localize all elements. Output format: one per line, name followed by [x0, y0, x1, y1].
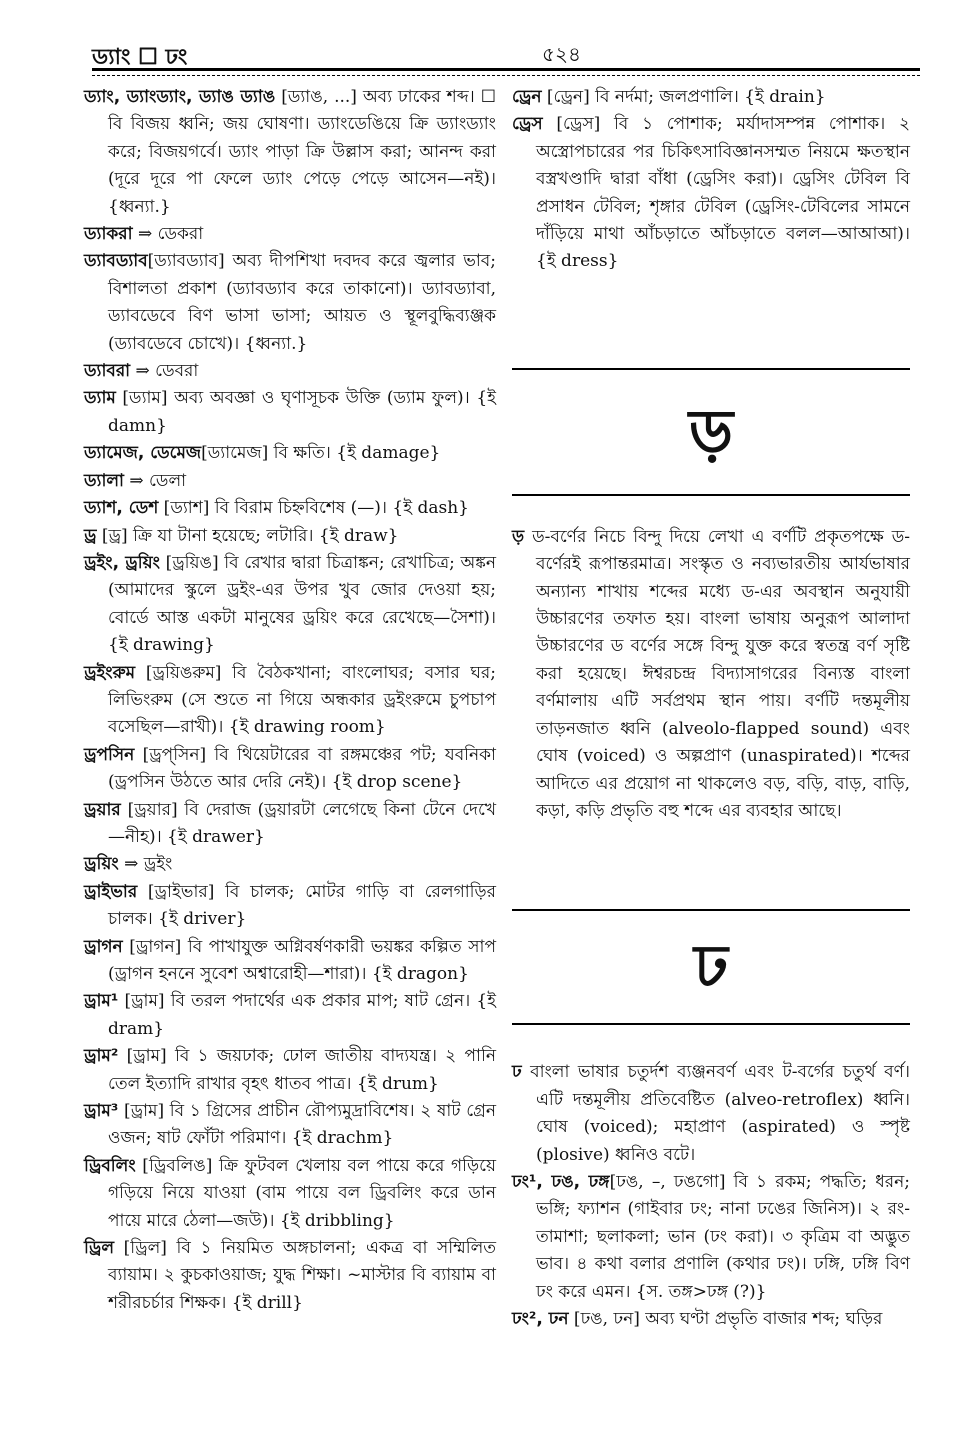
definition: [ড্যাশ] বি বিরাম চিহ্নবিশেষ (—)। {ই dash}	[158, 498, 469, 519]
definition: [ড্রয়িঙরুম] বি বৈঠকখানা; বাংলোঘর; বসার ঘর; লিভিংরুম (সে শুতে না গিয়ে অন্ধকার ড্রইংরুমে চুপচাপ বসেছিল—রাখী)। {ই drawing room}	[108, 662, 496, 738]
definition: বাংলা ভাষার চতুর্দশ ব্যঞ্জনবর্ণ এবং ট-বর্গের চতুর্থ বর্ণ। এটি দন্তমূলীয় প্রতিবেষ্টিত (alveo-retroflex) ধ্বনি। ঘোষ (voiced); মহাপ্রাণ (aspirated) ও স্পৃষ্ট (plosive) ধ্বনিও বটে।	[521, 1062, 910, 1165]
definition: ড-বর্ণের নিচে বিন্দু দিয়ে লেখা এ বর্ণটি প্রকৃতপক্ষে ড-বর্ণেরই রূপান্তরমাত্র। সংস্কৃত ও নব্যভারতীয় আর্যভাষার অন্যান্য শাখায় শব্দের মধ্যে ড-এর অবস্থান অনুযায়ী উচ্চারণের তফাত হয়। বাংলা ভাষায় অনুরূপ আলাদা উচ্চারণের ড বর্ণের সঙ্গে বিন্দু যুক্ত করে স্বতন্ত্র বর্ণ সৃষ্টি করা হয়েছে। ঈশ্বরচন্দ্র বিদ্যাসাগরের বিন্যস্ত বাংলা বর্ণমালায় এটি সর্বপ্রথম স্থান পায়। বর্ণটি দন্তমূলীয় তাড়নজাত ধ্বনি (alveolo-flapped sound) এবং ঘোষ (voiced) ও অল্পপ্রাণ (unaspirated)। শব্দের আদিতে এর প্রয়োগ না থাকলেও বড়, বড়ি, বাড়, বাড়ি, কড়া, কড়ি প্রভৃতি বহু শব্দে এর ব্যবহার আছে।	[524, 526, 910, 821]
page-number: ৫২৪	[542, 42, 581, 66]
definition: [ড্রয়িঙ] বি রেখার দ্বারা চিত্রাঙ্কন; রেখাচিত্র; অঙ্কন (আমাদের স্কুলে ড্রইং-এর উপর খুব জোর দেওয়া হয়; বোর্ডে আস্ত একটা মানুষের ড্রয়িং করে রেখেছে—সৈশা)। {ই drawing}	[108, 552, 496, 656]
headword: ড্রাগন	[84, 936, 123, 957]
headword: ড্যালা	[84, 470, 124, 491]
definition: [ড্যাম] অব্য অবজ্ঞা ও ঘৃণাসূচক উক্তি (ড্যাম ফুল)। {ই damn}	[108, 388, 496, 436]
definition: [ড্রয়ার] বি দেরাজ (ড্রয়ারটা লেগেছে কিনা টেনে দেখে—নীহ)। {ই drawer}	[108, 799, 496, 847]
dict-entry	[512, 1169, 910, 1306]
dict-entry	[84, 797, 496, 852]
headword: ঢং¹, ঢঙ, ঢঙ্গ	[512, 1171, 610, 1192]
header-rule	[92, 68, 920, 76]
headword: ড্রইংরুম	[84, 662, 136, 683]
guide-words: ড্যাং ☐ ঢং	[92, 44, 188, 70]
headword: ড্রাম³	[84, 1101, 119, 1122]
definition: [ড্রাম] বি ১ জয়ঢাক; ঢোল জাতীয় বাদ্যযন্ত্র। ২ পানি তেল ইত্যাদি রাখার বৃহৎ ধাতব পাত্র। {ই drum}	[108, 1046, 496, 1094]
headword: ড্যাকরা	[84, 224, 133, 245]
headword: ড্রাম²	[84, 1046, 119, 1067]
definition: ⇒ ডেলা	[123, 470, 187, 491]
letter-description	[512, 524, 910, 825]
headword: ড়	[512, 526, 525, 547]
dict-entry	[512, 84, 910, 111]
definition: [ড্রিল] বি ১ নিয়মিত অঙ্গচালনা; একত্র বা সম্মিলিত ব্যায়াম। ২ কুচকাওয়াজ; যুদ্ধ শিক্ষা। ~মাস্টার বি ব্যায়াম বা শরীরচর্চার শিক্ষক। {ই drill}	[108, 1238, 496, 1313]
headword: ড্রিল	[84, 1238, 114, 1259]
headword: ড্রপসিন	[84, 744, 135, 765]
dict-entry	[84, 248, 496, 358]
headword: ড্রাইভার	[84, 881, 138, 902]
headword: ড্রয়িং	[84, 854, 119, 875]
headword: ড্রইং, ড্রয়িং	[84, 552, 160, 573]
definition: [ড্রিবলিঙ] ক্রি ফুটবল খেলায় বল পায়ে করে গড়িয়ে গড়িয়ে নিয়ে যাওয়া (বাম পায়ে বল ড্রিবলিং করে ডান পায়ে মারে ঠেলা—জউ)। {ই dribbling}	[108, 1155, 496, 1231]
dict-entry	[84, 1235, 496, 1317]
dict-entry	[84, 523, 496, 550]
definition: [ড্র] ক্রি যা টানা হয়েছে; লটারি। {ই draw}	[96, 525, 399, 546]
dict-entry	[84, 468, 496, 495]
definition: [ড্রাম] বি তরল পদার্থের এক প্রকার মাপ; ষাট গ্রেন। {ই dram}	[108, 991, 496, 1039]
definition: [ড্রাগন] বি পাখাযুক্ত অগ্নিবর্ষণকারী ভয়ঙ্কর কল্পিত সাপ (ড্রাগন হননে সুবেশ অশ্বারোহী—শারা)। {ই dragon}	[108, 936, 496, 984]
headword: ড্যাবরা	[84, 361, 131, 382]
dict-entry	[84, 879, 496, 934]
definition: [ঢঙ, ঢন] অব্য ঘণ্টা প্রভৃতি বাজার শব্দ; ঘড়ির	[568, 1308, 883, 1329]
dict-entry	[84, 358, 496, 385]
dict-entry	[84, 851, 496, 878]
right-column	[512, 84, 910, 1333]
dict-entry	[84, 660, 496, 742]
headword: ঢ	[512, 1062, 522, 1083]
dict-entry	[84, 1043, 496, 1098]
definition: ⇒ ড্রইং	[118, 854, 173, 875]
section-letter-dha: ঢ	[694, 932, 728, 1003]
dict-entry	[84, 221, 496, 248]
left-column	[84, 84, 496, 1317]
definition: [ড্রাইভার] বি চালক; মোটর গাড়ি বা রেলগাড়ির চালক। {ই driver}	[108, 881, 496, 930]
headword: ঢং², ঢন	[512, 1308, 569, 1329]
headword: ড্র	[84, 525, 97, 546]
headword: ড্রিবলিং	[84, 1155, 136, 1176]
definition: [ঢঙ, –, ঢঙগো] বি ১ রকম; পদ্ধতি; ধরন; ভঙ্গি; ফ্যাশন (গাইবার ঢং; নানা ঢঙের জিনিস)। ২ রং-তামাশা; ছলাকলা; ভান (ঢং করা)। ৩ কৃত্রিম বা অদ্ভুত ভাব। ৪ কথা বলার প্রণালি (কথার ঢং)। ঢঙ্গি, ঢঙ্গি বিণ ঢং করে এমন। {স. তঙ্গ>ঢঙ্গ (?)}	[536, 1171, 910, 1302]
definition: ⇒ ডেকরা	[132, 224, 204, 245]
headword: ড্রেন	[512, 87, 542, 107]
dict-entry	[84, 495, 496, 522]
definition: [ড্রপ্‌সিন] বি থিয়েটারের বা রঙ্গমঞ্চের পট; যবনিকা (ড্রপসিন উঠতে আর দেরি নেই)। {ই drop scene}	[108, 744, 496, 793]
definition: [ড্রাম] বি ১ গ্রিসের প্রাচীন রৌপ্যমুদ্রাবিশেষ। ২ ষাট গ্রেন ওজন; ষাট ফোঁটা পরিমাণ। {ই drachm}	[108, 1101, 496, 1149]
headword: ড্যামেজ, ডেমেজ	[84, 443, 202, 464]
headword: ড্যাবড্যাব	[84, 251, 148, 272]
dict-entry	[84, 988, 496, 1043]
dict-entry	[84, 84, 496, 221]
dict-entry	[84, 385, 496, 440]
page-header	[92, 36, 920, 72]
headword: ড্যাম	[84, 388, 116, 409]
definition: [ড্যামেজ] বি ক্ষতি। {ই damage}	[201, 443, 441, 464]
letter-description	[512, 1059, 910, 1169]
dict-entry	[84, 1098, 496, 1153]
section-letter-dda: ড়	[688, 394, 734, 468]
definition: [ড্যাবড্যাব] অব্য দীপশিখা দবদব করে জ্বলার ভাব; বিশালতা প্রকাশ (ড্যাবড্যাব করে তাকানো)। ড্যাবড্যাবা, ড্যাবডেবে বিণ ভাসা ভাসা; আয়ত ও স্থূলবুদ্ধিব্যঞ্জক (ড্যাবডেবে চোখে)। {ধ্বন্যা.}	[108, 251, 496, 354]
definition: [ড্যাঙ, ...] অব্য ঢাকের শব্দ। ☐ বি বিজয় ধ্বনি; জয় ঘোষণা। ড্যাংডেঙিয়ে ক্রি ড্যাংড্যাং করে; বিজয়গর্বে। ড্যাং পাড়া ক্রি উল্লাস করা; আনন্দ করা (দূরে দূরে পা ফেলে ড্যাং পেড়ে পেড়ে আসেন—নই)। {ধ্বন্যা.}	[108, 87, 496, 217]
definition: ⇒ ডেবরা	[130, 361, 199, 382]
headword: ড্যাশ, ডেশ	[84, 498, 159, 519]
dict-entry	[512, 1306, 910, 1333]
headword: ড্যাং, ড্যাংড্যাং, ড্যাঙ ড্যাঙ	[84, 87, 276, 107]
dict-entry	[84, 1153, 496, 1235]
dict-entry	[84, 440, 496, 467]
dict-entry	[84, 934, 496, 989]
dict-entry	[512, 111, 910, 275]
headword: ড্রাম¹	[84, 991, 119, 1012]
dict-entry	[84, 550, 496, 660]
definition: [ড্রেস] বি ১ পোশাক; মর্যাদাসম্পন্ন পোশাক। ২ অস্ত্রোপচারের পর চিকিৎসাবিজ্ঞানসম্মত নিয়মে ক্ষতস্থান বস্ত্রখণ্ডাদি দ্বারা বাঁধা (ড্রেসিং করা)। ড্রেসিং টেবিল বি প্রসাধন টেবিল; শৃঙ্গার টেবিল (ড্রেসিং-টেবিলের সামনে দাঁড়িয়ে মাথা আঁচড়াতে আঁচড়াতে বলল—আআআ)। {ই dress}	[536, 114, 910, 272]
headword: ড্রয়ার	[84, 799, 121, 820]
headword: ড্রেস	[512, 114, 543, 135]
definition: [ড্রেন] বি নর্দমা; জলপ্রণালি। {ই drain}	[541, 87, 826, 107]
dict-entry	[84, 742, 496, 797]
